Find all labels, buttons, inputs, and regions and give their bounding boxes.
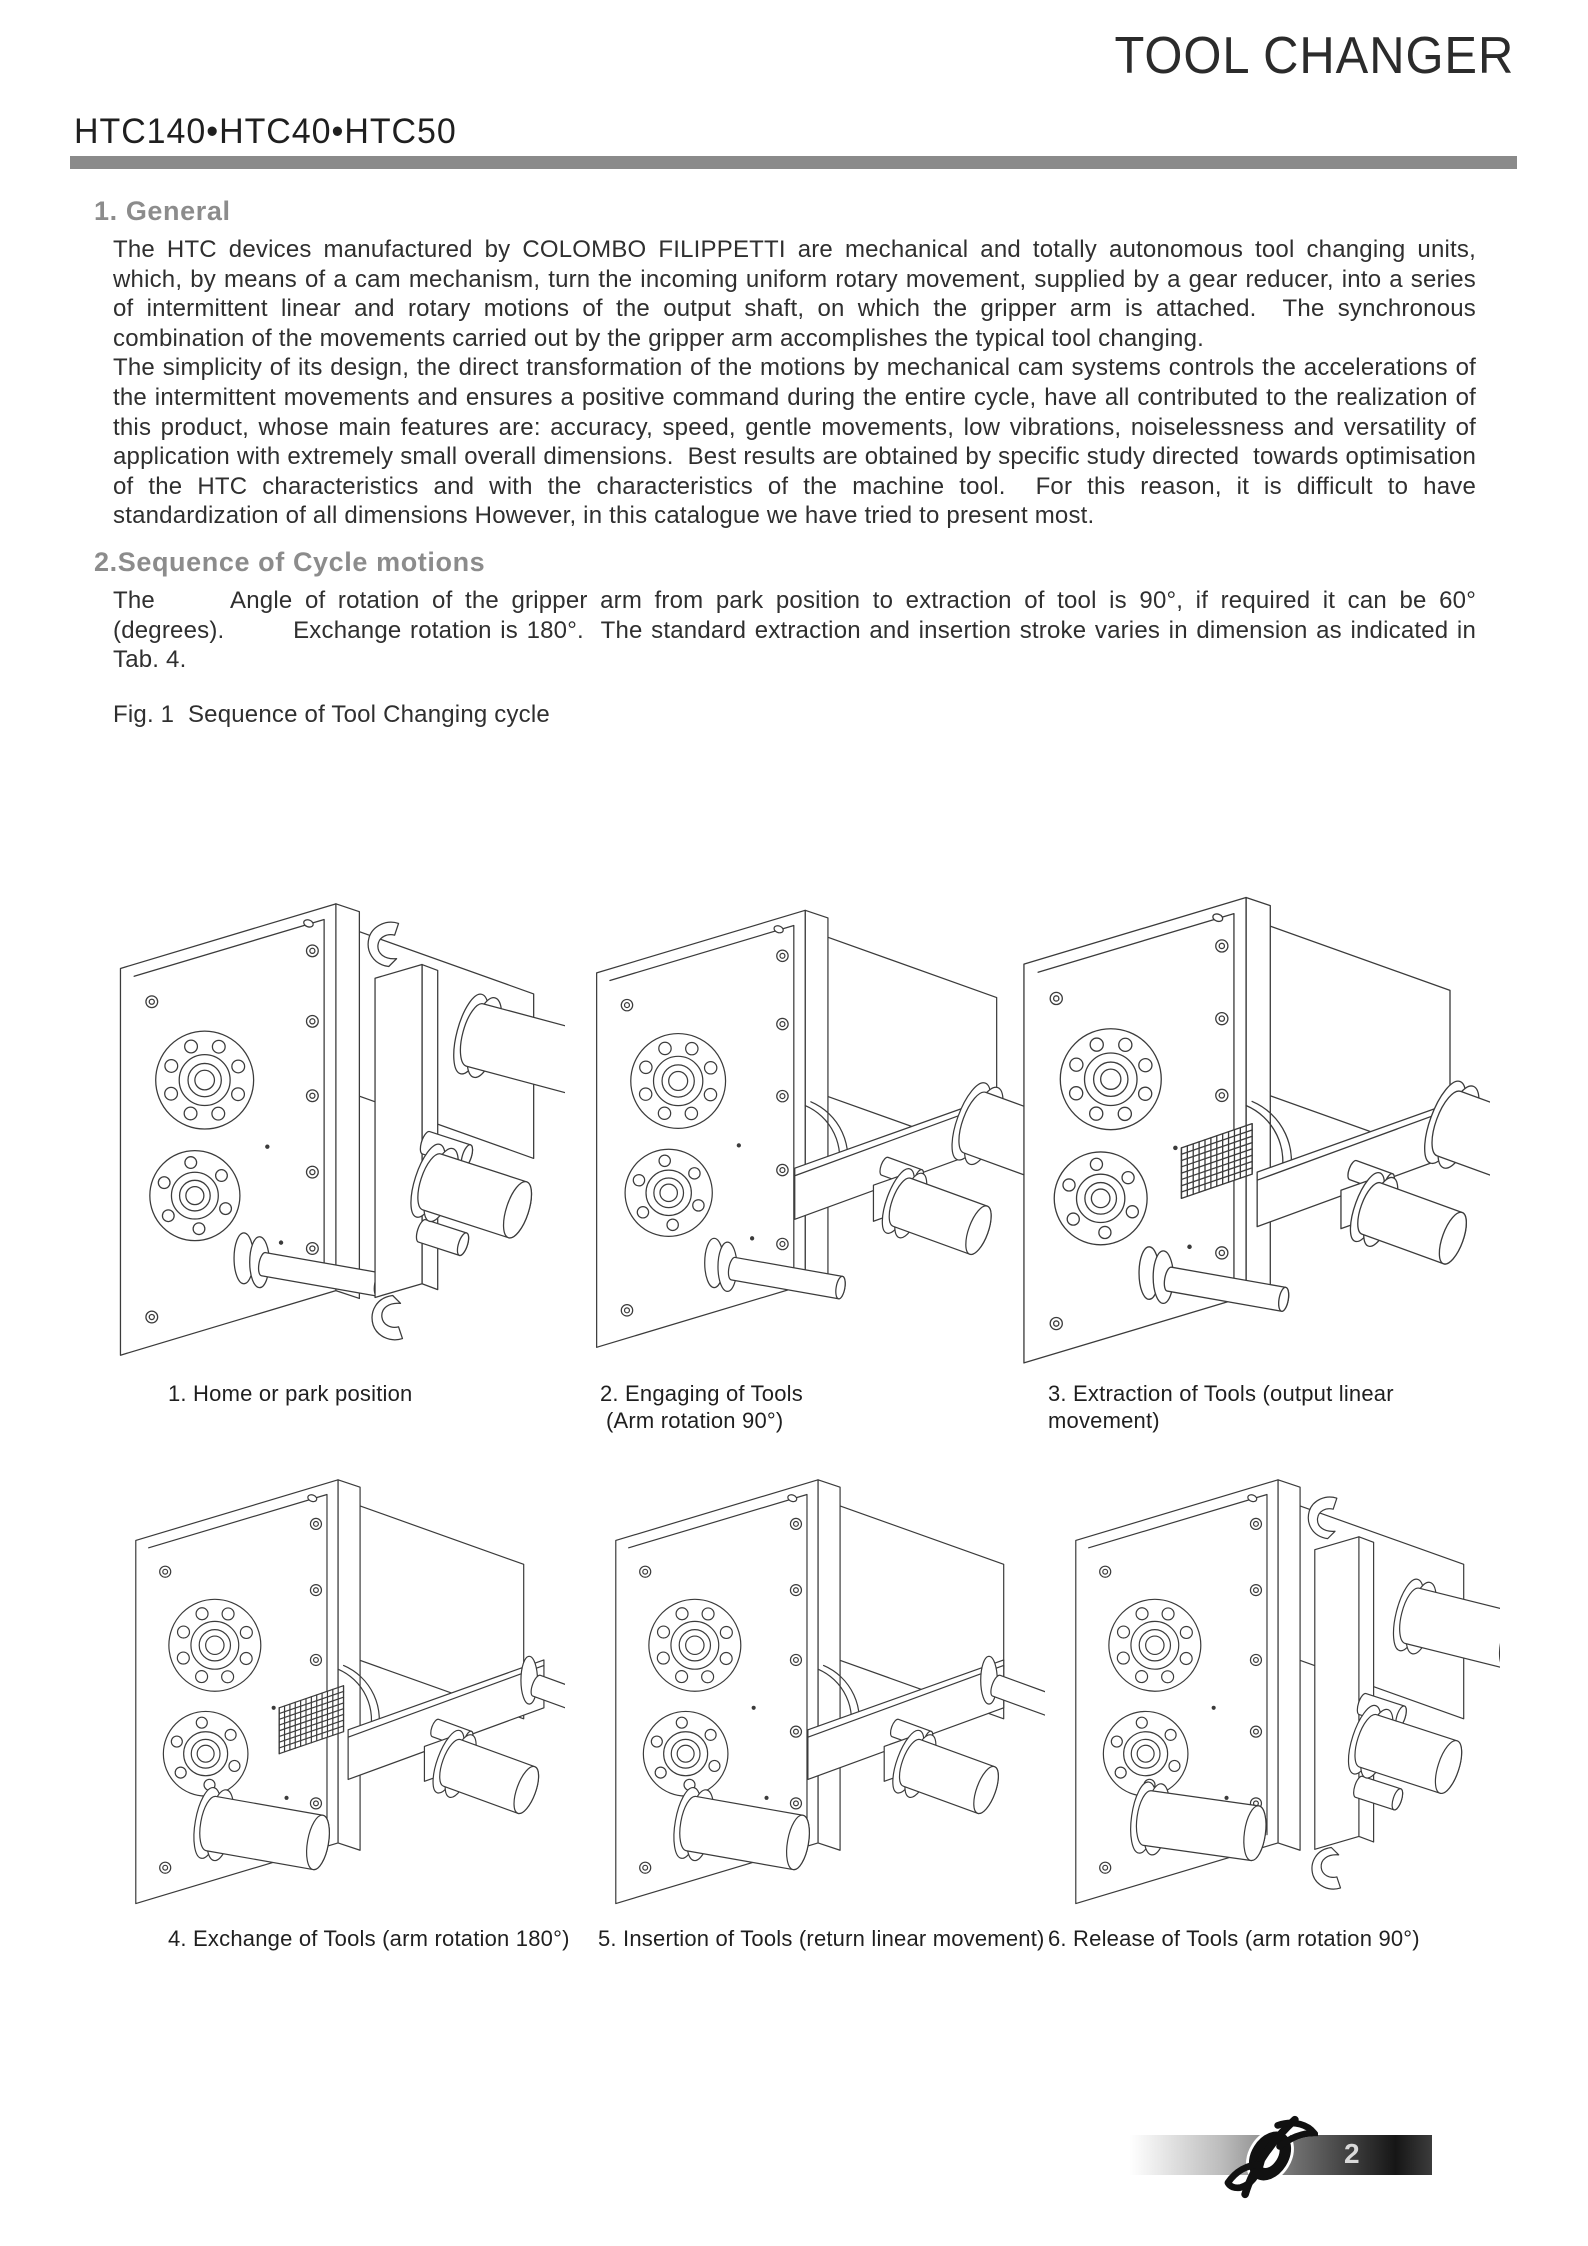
figure-drawing-6 <box>1045 1432 1500 1910</box>
figure-caption-4 <box>168 1925 570 1952</box>
figure-caption-1 <box>168 1380 412 1407</box>
colombo-filippetti-logo-icon <box>1222 2112 1318 2200</box>
caption-line: 2. Engaging of Tools <box>600 1381 803 1406</box>
figure-caption-2 <box>600 1380 803 1434</box>
figure-caption-3 <box>1048 1380 1394 1434</box>
header-rule <box>70 156 1517 169</box>
figure-drawing-1 <box>95 845 565 1370</box>
machine-drawing-extract <box>990 845 1490 1370</box>
figure-drawing-5 <box>580 1432 1045 1910</box>
general-paragraph-2: The simplicity of its design, the direct transformation of the motions by mechanical cam systems controls the accelerations of the intermittent movements and ensures a positive command during the entire cycle, have all contributed to the realization of this product, whose main features are: accuracy, speed, gentle movements, low vibrations, noiselessness and versatility of application with extremely small overall dimensions. Best results are obtained by specific study directed towards optimisation of the HTC characteristics and with the characteristics of the machine tool. For this reason, it is difficult to have standardization of all dimensions However, in this catalogue we have tried to present most. <box>113 354 1476 530</box>
figure-drawing-4 <box>100 1432 565 1910</box>
caption-line: 3. Extraction of Tools (output linear <box>1048 1381 1394 1406</box>
sequence-paragraph: The Angle of rotation of the gripper arm from park position to extraction of tool is 90°, if required it can be 60° (degrees). Exchange rotation is 180°. The standard extraction and insertion stroke varies in dimension as indicated in Tab. 4. <box>113 586 1476 674</box>
figure-caption-6 <box>1048 1925 1420 1952</box>
figure-label: Fig. 1 Sequence of Tool Changing cycle <box>113 700 550 728</box>
general-paragraph-1: The HTC devices manufactured by COLOMBO FILIPPETTI are mechanical and totally autonomous tool changing units, which, by means of a cam mechanism, turn the incoming uniform rotary movement, supplied by a gear reducer, into a series of intermittent linear and rotary motions of the output shaft, on which the gripper arm is attached. The synchronous combination of the movements carried out by the gripper arm accomplishes the typical tool changing. <box>113 236 1476 352</box>
model-codes: HTC140•HTC40•HTC50 <box>74 112 457 151</box>
page-content <box>74 196 1484 729</box>
section-heading-sequence: 2.Sequence of Cycle motions <box>94 546 486 577</box>
caption-line: 1. Home or park position <box>168 1381 413 1406</box>
caption-line: 6. Release of Tools (arm rotation 90°) <box>1048 1926 1420 1951</box>
caption-line: 5. Insertion of Tools (return linear movement) <box>598 1926 1045 1951</box>
page-title: TOOL CHANGER <box>1114 27 1514 85</box>
caption-line: 4. Exchange of Tools (arm rotation 180°) <box>168 1926 570 1951</box>
machine-drawing-park <box>95 845 565 1370</box>
machine-drawing-insert <box>580 1432 1045 1910</box>
figure-drawing-3 <box>990 845 1490 1370</box>
section-heading-general: 1. General <box>94 196 231 226</box>
machine-drawing-release <box>1045 1432 1500 1910</box>
caption-line: movement) <box>1048 1408 1160 1433</box>
figure-caption-5 <box>598 1925 1045 1952</box>
caption-line: (Arm rotation 90°) <box>606 1408 784 1433</box>
page-number: 2 <box>1344 2138 1360 2169</box>
machine-drawing-engage <box>572 845 1027 1370</box>
machine-drawing-exchange <box>100 1432 565 1910</box>
figure-drawing-2 <box>572 845 1027 1370</box>
